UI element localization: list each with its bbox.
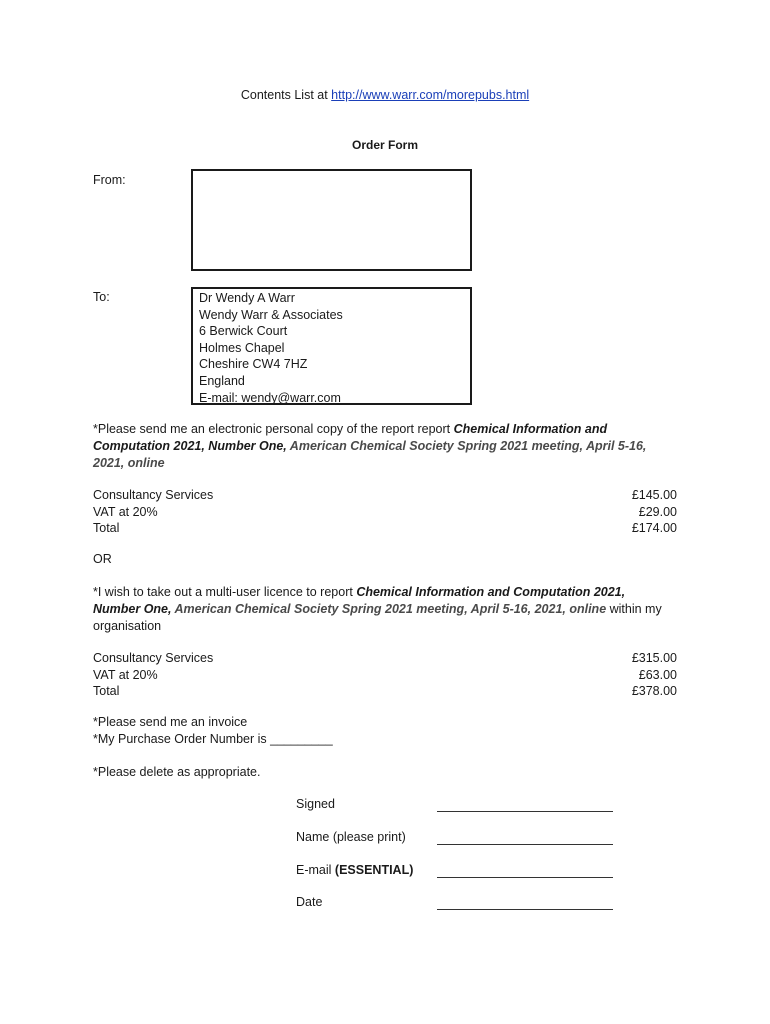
- option1-row-total: [93, 520, 677, 537]
- row-label: VAT at 20%: [93, 667, 158, 682]
- row-amount: £63.00: [638, 667, 677, 682]
- email-essential: (ESSENTIAL): [334, 863, 414, 877]
- name-field[interactable]: [437, 844, 613, 845]
- row-amount: £378.00: [631, 684, 677, 699]
- address-line: England: [199, 373, 245, 388]
- row-amount: £174.00: [631, 521, 677, 536]
- option2-report-title: Chemical Information and Computation 2021, Number One,: [93, 585, 626, 616]
- row-amount: £29.00: [638, 504, 677, 519]
- email-label: [296, 863, 413, 877]
- to-address: [199, 290, 343, 406]
- option2-row-vat: [93, 667, 677, 684]
- form-title: Order Form: [351, 138, 418, 152]
- option2-row-total: [93, 683, 677, 700]
- email-label-text: E-mail: [296, 863, 335, 877]
- date-label: Date: [296, 895, 323, 909]
- row-amount: £315.00: [631, 651, 677, 665]
- email-field[interactable]: [437, 877, 613, 878]
- row-label: Consultancy Services: [93, 651, 214, 665]
- row-label: Consultancy Services: [93, 488, 214, 502]
- option1-report-title: Chemical Information and Computation 2021, Number One,: [93, 422, 608, 453]
- invoice-line: *Please send me an invoice: [93, 715, 248, 729]
- option2-text: [93, 584, 673, 635]
- or-separator: OR: [93, 552, 112, 566]
- option1-text: [93, 421, 673, 472]
- address-line: 6 Berwick Court: [199, 324, 288, 339]
- signed-field[interactable]: [437, 811, 613, 812]
- option2-suffix: within my organisation: [93, 602, 662, 633]
- address-line: Dr Wendy A Warr: [199, 291, 295, 305]
- option1-intro: *Please send me an electronic personal copy of the report report: [93, 422, 454, 436]
- option2-event: American Chemical Society Spring 2021 meeting, April 5-16, 2021, online: [174, 602, 607, 616]
- row-label: Total: [93, 521, 120, 536]
- row-amount: £145.00: [631, 488, 677, 502]
- address-line: Wendy Warr & Associates: [199, 307, 343, 322]
- contents-prefix: Contents List at: [240, 88, 332, 102]
- date-field[interactable]: [437, 909, 613, 910]
- to-address-box: [191, 287, 472, 405]
- delete-note: *Please delete as appropriate.: [93, 765, 261, 779]
- option1-event: American Chemical Society Spring 2021 meeting, April 5-16, 2021, online: [93, 439, 647, 470]
- option2-intro: *I wish to take out a multi-user licence to report: [93, 585, 357, 599]
- option1-row-services: [93, 487, 677, 504]
- row-label: Total: [93, 684, 120, 699]
- to-label: To:: [93, 290, 110, 304]
- address-line: Holmes Chapel: [199, 340, 285, 355]
- address-email: E-mail: wendy@warr.com: [199, 390, 341, 405]
- contents-link[interactable]: http://www.warr.com/morepubs.html: [331, 88, 530, 102]
- contents-line: [0, 88, 770, 102]
- option1-row-vat: [93, 504, 677, 521]
- signed-label: Signed: [296, 797, 335, 811]
- option2-row-services: [93, 650, 677, 667]
- from-address-box[interactable]: [191, 169, 472, 271]
- name-label: Name (please print): [296, 830, 406, 844]
- from-label: From:: [93, 173, 126, 187]
- row-label: VAT at 20%: [93, 504, 158, 519]
- address-line: Cheshire CW4 7HZ: [199, 357, 308, 372]
- purchase-order-line[interactable]: *My Purchase Order Number is _________: [93, 732, 333, 746]
